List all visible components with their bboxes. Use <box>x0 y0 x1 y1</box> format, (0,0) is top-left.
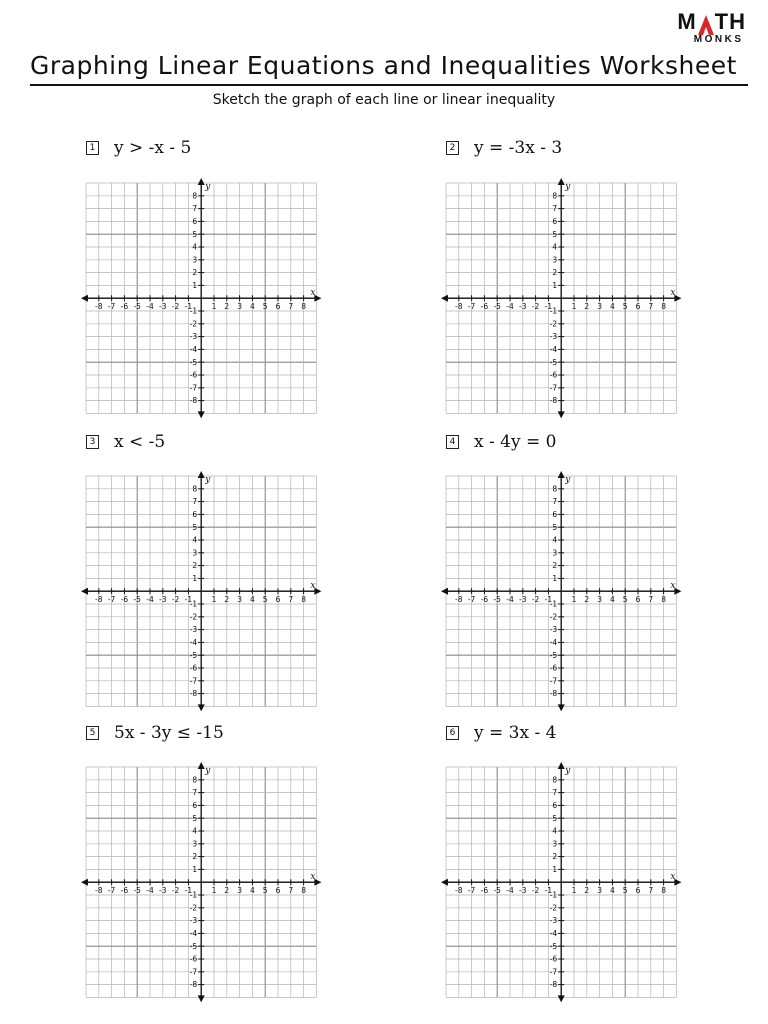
x-tick-label: -4 <box>146 886 154 896</box>
x-tick-label: -5 <box>133 302 141 312</box>
y-tick-label: -3 <box>549 625 558 635</box>
x-tick-label: -7 <box>467 595 476 605</box>
x-axis-label: x <box>310 581 316 592</box>
x-tick-label: -2 <box>531 886 540 896</box>
x-tick-label: 8 <box>661 886 666 896</box>
x-tick-label: 2 <box>584 302 590 312</box>
y-tick-label: -3 <box>189 625 198 635</box>
y-tick-label: 7 <box>192 788 198 798</box>
x-tick-label: 8 <box>661 595 666 605</box>
y-tick-label: 5 <box>192 813 198 823</box>
problem-header <box>86 138 191 158</box>
y-axis-up-arrow <box>558 762 565 769</box>
y-axis-down-arrow <box>558 704 565 711</box>
y-tick-label: 4 <box>192 242 198 252</box>
y-axis-up-arrow <box>558 471 565 478</box>
y-axis-label: y <box>565 182 571 192</box>
x-axis-left-arrow <box>441 879 448 886</box>
x-tick-label: -8 <box>455 595 463 605</box>
x-tick-label: -3 <box>519 886 527 896</box>
x-tick-label: -7 <box>467 302 476 312</box>
y-tick-label: -5 <box>549 650 558 660</box>
coordinate-grid <box>438 468 684 714</box>
x-tick-label: -7 <box>467 886 476 896</box>
coordinate-grid <box>438 759 684 1005</box>
y-tick-label: -3 <box>549 916 558 926</box>
y-tick-label: -2 <box>549 319 558 329</box>
y-axis-label: y <box>205 182 211 192</box>
x-tick-label: -8 <box>95 886 103 896</box>
y-tick-label: 3 <box>552 255 558 265</box>
problem-equation: x < -5 <box>114 432 166 452</box>
x-tick-label: -7 <box>107 595 116 605</box>
y-axis-down-arrow <box>558 995 565 1002</box>
y-tick-label: -3 <box>549 332 558 342</box>
x-tick-label: 6 <box>275 595 281 605</box>
y-axis-up-arrow <box>558 178 565 185</box>
x-tick-label: 7 <box>648 595 654 605</box>
x-tick-label: -1 <box>544 302 553 312</box>
logo-subtext: MONKS <box>693 34 744 45</box>
y-axis-label: y <box>205 766 211 776</box>
problem-number-box: 2 <box>446 141 459 155</box>
x-tick-label: 1 <box>211 595 217 605</box>
y-tick-label: -4 <box>189 345 198 354</box>
y-tick-label: 6 <box>192 217 198 226</box>
x-tick-label: 1 <box>211 886 217 896</box>
y-tick-label: 1 <box>552 865 558 874</box>
x-tick-label: 3 <box>237 302 242 312</box>
x-axis-label: x <box>670 581 676 592</box>
y-tick-label: 1 <box>192 865 198 874</box>
y-tick-label: -5 <box>549 941 558 951</box>
x-tick-label: -8 <box>455 886 463 896</box>
y-tick-label: -2 <box>189 612 198 622</box>
x-axis-right-arrow <box>674 295 681 302</box>
logo-letters-th: TH <box>714 9 746 34</box>
y-tick-label: 1 <box>552 281 558 290</box>
x-axis-right-arrow <box>314 295 321 302</box>
y-tick-label: -8 <box>189 689 198 699</box>
x-tick-label: -4 <box>506 302 514 312</box>
y-tick-label: 5 <box>192 229 198 239</box>
x-tick-label: -3 <box>519 302 527 312</box>
x-tick-label: 8 <box>301 302 306 312</box>
y-tick-label: 2 <box>552 268 558 278</box>
y-tick-label: 4 <box>552 826 558 836</box>
y-tick-label: -8 <box>549 980 558 990</box>
logo-letter-m: M <box>677 9 697 34</box>
x-tick-label: -1 <box>184 886 193 896</box>
coordinate-grid <box>78 759 324 1005</box>
coordinate-grid <box>438 175 684 421</box>
x-tick-label: 3 <box>237 886 242 896</box>
problem-number-box: 1 <box>86 141 99 155</box>
y-tick-label: 1 <box>552 574 558 583</box>
y-tick-label: 8 <box>192 191 198 201</box>
x-tick-label: 5 <box>622 886 628 896</box>
x-tick-label: 4 <box>250 302 255 312</box>
x-tick-label: 7 <box>648 302 654 312</box>
y-tick-label: 6 <box>552 510 558 519</box>
x-tick-label: 7 <box>288 886 294 896</box>
x-tick-label: 3 <box>597 595 602 605</box>
y-tick-label: 7 <box>552 204 558 214</box>
y-tick-label: 8 <box>192 775 198 785</box>
x-axis-left-arrow <box>441 588 448 595</box>
x-tick-label: -4 <box>506 595 514 605</box>
coordinate-grid <box>78 468 324 714</box>
x-tick-label: 8 <box>661 302 666 312</box>
x-tick-label: 3 <box>597 886 602 896</box>
worksheet-title: Graphing Linear Equations and Inequalities Worksheet <box>30 51 737 80</box>
math-monks-logo <box>677 10 746 46</box>
y-tick-label: 7 <box>552 497 558 507</box>
x-tick-label: -1 <box>544 886 553 896</box>
x-tick-label: -3 <box>159 302 167 312</box>
x-axis-left-arrow <box>81 879 88 886</box>
worksheet-instructions: Sketch the graph of each line or linear inequality <box>212 92 556 108</box>
y-tick-label: -5 <box>549 357 558 367</box>
problem-header <box>446 138 562 158</box>
y-tick-label: 2 <box>192 852 198 862</box>
y-tick-label: 7 <box>192 204 198 214</box>
x-axis-label: x <box>670 288 676 299</box>
y-axis-up-arrow <box>198 471 205 478</box>
x-tick-label: 2 <box>584 886 590 896</box>
problem-number-box: 5 <box>86 726 99 740</box>
y-tick-label: 2 <box>192 561 198 571</box>
x-tick-label: 4 <box>610 886 615 896</box>
title-underline <box>30 84 748 86</box>
x-tick-label: -6 <box>480 595 489 605</box>
x-tick-label: -4 <box>146 302 154 312</box>
y-tick-label: 2 <box>192 268 198 278</box>
x-axis-left-arrow <box>81 295 88 302</box>
problem-number-box: 4 <box>446 435 459 449</box>
y-tick-label: 6 <box>192 510 198 519</box>
problem-header <box>446 432 556 452</box>
x-axis-label: x <box>310 872 316 883</box>
y-tick-label: -1 <box>549 890 558 900</box>
problem-equation: y = 3x - 4 <box>474 723 557 743</box>
y-tick-label: 7 <box>192 497 198 507</box>
y-axis-down-arrow <box>198 995 205 1002</box>
y-tick-label: -5 <box>189 650 198 660</box>
y-tick-label: -6 <box>549 663 558 673</box>
x-tick-label: -6 <box>480 886 489 896</box>
y-tick-label: 3 <box>192 255 198 265</box>
x-tick-label: 6 <box>275 302 281 312</box>
x-axis-right-arrow <box>674 588 681 595</box>
x-tick-label: 5 <box>262 886 268 896</box>
x-axis-label: x <box>670 872 676 883</box>
y-axis-label: y <box>565 475 571 485</box>
y-tick-label: -6 <box>549 954 558 964</box>
x-tick-label: 6 <box>635 886 641 896</box>
x-tick-label: -2 <box>171 302 180 312</box>
x-tick-label: -8 <box>455 302 463 312</box>
x-tick-label: -5 <box>493 595 501 605</box>
y-tick-label: -1 <box>549 306 558 316</box>
x-tick-label: 7 <box>288 595 294 605</box>
y-axis-up-arrow <box>198 178 205 185</box>
y-tick-label: -5 <box>189 941 198 951</box>
y-tick-label: -6 <box>189 370 198 380</box>
x-tick-label: -5 <box>133 886 141 896</box>
x-tick-label: -1 <box>184 302 193 312</box>
y-tick-label: 4 <box>552 535 558 545</box>
x-tick-label: -3 <box>159 595 167 605</box>
x-tick-label: -2 <box>171 595 180 605</box>
y-tick-label: -8 <box>189 396 198 406</box>
problem-equation: x - 4y = 0 <box>474 432 557 452</box>
x-tick-label: -4 <box>506 886 514 896</box>
y-tick-label: 5 <box>552 229 558 239</box>
x-tick-label: -5 <box>493 886 501 896</box>
y-tick-label: 6 <box>552 217 558 226</box>
x-tick-label: -5 <box>493 302 501 312</box>
x-tick-label: -3 <box>519 595 527 605</box>
y-tick-label: -1 <box>189 890 198 900</box>
y-tick-label: 4 <box>192 826 198 836</box>
problem-equation: 5x - 3y ≤ -15 <box>114 723 224 743</box>
y-tick-label: 8 <box>552 191 558 201</box>
x-tick-label: 6 <box>275 886 281 896</box>
y-axis-label: y <box>565 766 571 776</box>
y-tick-label: 4 <box>192 535 198 545</box>
y-tick-label: -1 <box>549 599 558 609</box>
y-tick-label: -7 <box>189 383 198 393</box>
y-tick-label: -4 <box>549 929 558 938</box>
x-tick-label: 8 <box>301 595 306 605</box>
x-tick-label: 2 <box>224 595 230 605</box>
y-tick-label: -3 <box>189 332 198 342</box>
y-tick-label: 1 <box>192 281 198 290</box>
x-tick-label: -6 <box>120 595 129 605</box>
x-tick-label: -4 <box>146 595 154 605</box>
y-tick-label: -4 <box>549 345 558 354</box>
x-tick-label: 3 <box>237 595 242 605</box>
x-tick-label: 5 <box>262 595 268 605</box>
x-tick-label: 4 <box>250 595 255 605</box>
x-tick-label: 1 <box>571 595 577 605</box>
problem-header <box>446 723 556 743</box>
problem-equation: y = -3x - 3 <box>474 138 563 158</box>
y-axis-down-arrow <box>558 411 565 418</box>
y-tick-label: 3 <box>552 548 558 558</box>
y-tick-label: -2 <box>549 612 558 622</box>
x-tick-label: -6 <box>120 302 129 312</box>
y-tick-label: -7 <box>189 967 198 977</box>
x-tick-label: 3 <box>597 302 602 312</box>
x-tick-label: 6 <box>635 302 641 312</box>
x-axis-right-arrow <box>674 879 681 886</box>
x-tick-label: 4 <box>610 302 615 312</box>
y-tick-label: -8 <box>549 689 558 699</box>
y-tick-label: -3 <box>189 916 198 926</box>
x-tick-label: -2 <box>531 302 540 312</box>
y-axis-down-arrow <box>198 411 205 418</box>
x-tick-label: 1 <box>211 302 217 312</box>
x-tick-label: -6 <box>120 886 129 896</box>
x-tick-label: 6 <box>635 595 641 605</box>
y-tick-label: 2 <box>552 852 558 862</box>
x-tick-label: -8 <box>95 302 103 312</box>
y-tick-label: -4 <box>189 929 198 938</box>
problem-number-box: 6 <box>446 726 459 740</box>
y-tick-label: -7 <box>549 383 558 393</box>
y-tick-label: 6 <box>192 801 198 810</box>
y-tick-label: 5 <box>552 522 558 532</box>
x-axis-right-arrow <box>314 879 321 886</box>
problem-equation: y > -x - 5 <box>114 138 192 158</box>
y-tick-label: -7 <box>189 676 198 686</box>
y-tick-label: -4 <box>549 638 558 647</box>
y-tick-label: 3 <box>552 839 558 849</box>
logo-wordmark <box>677 10 746 34</box>
problem-header <box>86 432 165 452</box>
x-tick-label: 1 <box>571 302 577 312</box>
y-tick-label: 2 <box>552 561 558 571</box>
y-tick-label: -1 <box>189 306 198 316</box>
y-tick-label: -6 <box>189 954 198 964</box>
x-tick-label: 4 <box>250 886 255 896</box>
problem-header <box>86 723 224 743</box>
x-tick-label: -6 <box>480 302 489 312</box>
x-tick-label: 2 <box>224 302 230 312</box>
y-tick-label: 8 <box>552 775 558 785</box>
x-tick-label: -7 <box>107 302 116 312</box>
y-tick-label: 7 <box>552 788 558 798</box>
y-tick-label: 8 <box>192 484 198 494</box>
problem-number-box: 3 <box>86 435 99 449</box>
y-tick-label: 5 <box>192 522 198 532</box>
y-tick-label: 3 <box>192 548 198 558</box>
x-tick-label: -1 <box>544 595 553 605</box>
x-tick-label: -5 <box>133 595 141 605</box>
x-tick-label: 5 <box>622 302 628 312</box>
y-tick-label: 1 <box>192 574 198 583</box>
logo-triangle-icon <box>698 14 714 34</box>
x-tick-label: -3 <box>159 886 167 896</box>
x-axis-label: x <box>310 288 316 299</box>
y-tick-label: -7 <box>549 676 558 686</box>
y-tick-label: -6 <box>189 663 198 673</box>
x-tick-label: -2 <box>171 886 180 896</box>
y-tick-label: 5 <box>552 813 558 823</box>
x-tick-label: 1 <box>571 886 577 896</box>
y-tick-label: -6 <box>549 370 558 380</box>
y-tick-label: -2 <box>549 903 558 913</box>
x-axis-right-arrow <box>314 588 321 595</box>
x-tick-label: 5 <box>262 302 268 312</box>
x-tick-label: 2 <box>584 595 590 605</box>
y-tick-label: 6 <box>552 801 558 810</box>
y-tick-label: -2 <box>189 903 198 913</box>
y-axis-label: y <box>205 475 211 485</box>
x-tick-label: -1 <box>184 595 193 605</box>
y-tick-label: 4 <box>552 242 558 252</box>
x-tick-label: 8 <box>301 886 306 896</box>
x-tick-label: 7 <box>648 886 654 896</box>
x-tick-label: 2 <box>224 886 230 896</box>
x-tick-label: -8 <box>95 595 103 605</box>
x-tick-label: -7 <box>107 886 116 896</box>
x-tick-label: 7 <box>288 302 294 312</box>
y-tick-label: -1 <box>189 599 198 609</box>
x-axis-left-arrow <box>441 295 448 302</box>
y-tick-label: -2 <box>189 319 198 329</box>
x-axis-left-arrow <box>81 588 88 595</box>
x-tick-label: 5 <box>622 595 628 605</box>
y-tick-label: -8 <box>189 980 198 990</box>
y-tick-label: 8 <box>552 484 558 494</box>
x-tick-label: 4 <box>610 595 615 605</box>
y-axis-down-arrow <box>198 704 205 711</box>
x-tick-label: -2 <box>531 595 540 605</box>
y-tick-label: 3 <box>192 839 198 849</box>
y-tick-label: -5 <box>189 357 198 367</box>
y-tick-label: -4 <box>189 638 198 647</box>
y-tick-label: -7 <box>549 967 558 977</box>
coordinate-grid <box>78 175 324 421</box>
y-tick-label: -8 <box>549 396 558 406</box>
y-axis-up-arrow <box>198 762 205 769</box>
